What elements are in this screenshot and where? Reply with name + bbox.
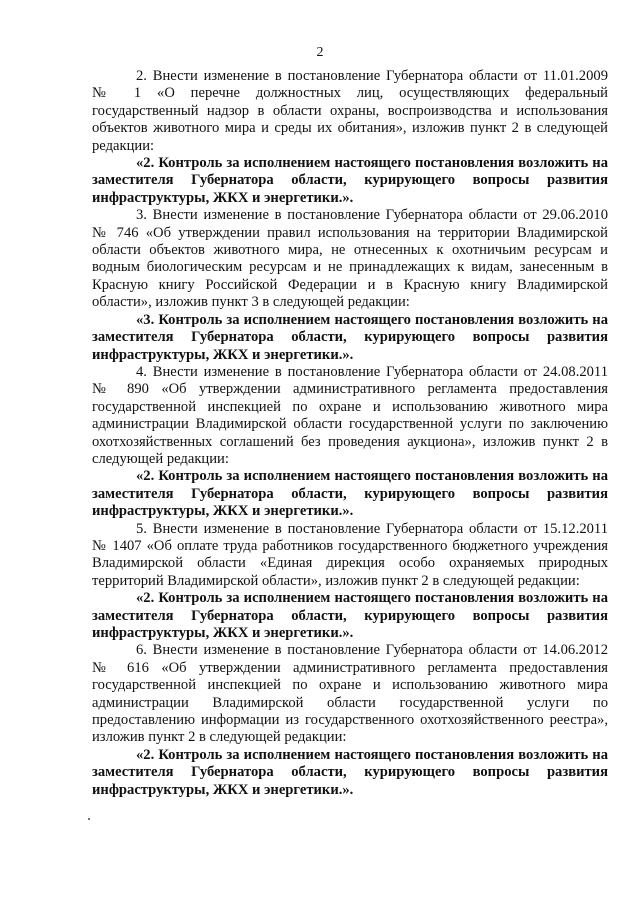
clause-5-new-wording: «2. Контроль за исполнением настоящего постановления возложить на заместителя Губернатора области, курирующего вопросы развития инфраструктуры, ЖКХ и энергетики.».: [92, 590, 608, 641]
clause-5: 5. Внести изменение в постановление Губернатора области от 15.12.2011 № 1407 «Об оплате труда работников государственного бюджетного учреждения Владимирской области «Единая дирекция особо охраняемых природных территорий Владимирской области», изложив пункт 2 в следующей редакции:: [92, 520, 608, 589]
clause-2: 2. Внести изменение в постановление Губернатора области от 11.01.2009 № 1 «О перечне должностных лиц, осуществляющих федеральный государственный надзор в области охраны, воспроизводства и использования объектов животного мира и среды их обитания», изложив пункт 2 в следующей редакции:: [92, 68, 608, 154]
clause-4: 4. Внести изменение в постановление Губернатора области от 24.08.2011 № 890 «Об утверждении административного регламента предоставления государственной инспекцией по охране и использованию животного мира администрации Владимирской области государственной услуги по заключению охотхозяйственных соглашений без проведения аукциона», изложив пункт 2 в следующей редакции:: [92, 363, 608, 467]
scan-speck: [88, 818, 90, 820]
clause-3-new-wording: «3. Контроль за исполнением настоящего постановления возложить на заместителя Губернатора области, курирующего вопросы развития инфраструктуры, ЖКХ и энергетики.».: [92, 311, 608, 363]
clause-6-new-wording: «2. Контроль за исполнением настоящего постановления возложить на заместителя Губернатора области, курирующего вопросы развития инфраструктуры, ЖКХ и энергетики.».: [92, 746, 608, 798]
clause-3: 3. Внести изменение в постановление Губернатора области от 29.06.2010 № 746 «Об утверждении правил использования на территории Владимирской области объектов животного мира, не отнесенных к охотничьим ресурсам и водным биологическим ресурсам и не принадлежащих к видам, занесенным в Красную книгу Российской Федерации и в Красную книгу Владимирской области», изложив пункт 3 в следующей редакции:: [92, 207, 608, 311]
document-body: [92, 68, 608, 799]
clause-6: 6. Внести изменение в постановление Губернатора области от 14.06.2012 № 616 «Об утверждении административного регламента предоставления государственной инспекцией по охране и использованию животного мира администрации Владимирской области государственной услуги по предоставлению информации из государственного охотхозяйственного реестра», изложив пункт 2 в следующей редакции:: [92, 642, 608, 746]
clause-4-new-wording: «2. Контроль за исполнением настоящего постановления возложить на заместителя Губернатора области, курирующего вопросы развития инфраструктуры, ЖКХ и энергетики.».: [92, 468, 608, 520]
page-number: 2: [316, 45, 324, 60]
clause-2-new-wording: «2. Контроль за исполнением настоящего постановления возложить на заместителя Губернатора области, курирующего вопросы развития инфраструктуры, ЖКХ и энергетики.».: [92, 155, 608, 206]
